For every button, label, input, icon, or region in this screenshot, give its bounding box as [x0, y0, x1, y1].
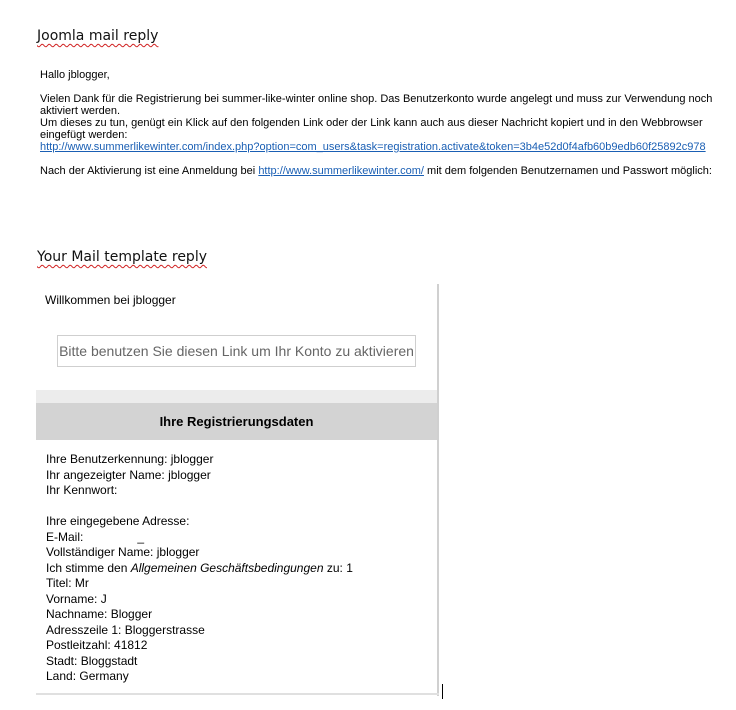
divider-strip: [36, 390, 437, 403]
display-name-line: Ihr angezeigter Name: jblogger: [46, 467, 211, 482]
last-name-line: Nachname: Blogger: [46, 607, 153, 621]
mail-line-2: aktiviert werden.: [40, 105, 121, 117]
registration-data-list: [46, 452, 353, 685]
postcode-line: Postleitzahl: 41812: [46, 638, 148, 652]
terms-suffix: zu: 1: [323, 560, 353, 575]
address1-line: Adresszeile 1: Bloggerstrasse: [46, 622, 205, 637]
full-name-line: Vollständiger Name: jblogger: [46, 545, 200, 559]
site-link[interactable]: http://www.summerlikewinter.com/: [258, 165, 424, 177]
text-cursor: [442, 684, 443, 699]
mail-line-1: Vielen Dank für die Registrierung bei summer-like-winter online shop. Das Benutzerkonto wurde angelegt und muss zur Verwendung noch: [40, 93, 713, 105]
country-line: Land: Germany: [46, 669, 129, 683]
terms-prefix: Ich stimme den: [46, 560, 131, 575]
template-greeting: Willkommen bei jblogger: [45, 293, 176, 307]
address-heading: Ihre eingegebene Adresse:: [46, 514, 190, 528]
email-label: E-Mail:: [46, 529, 84, 544]
city-line: Stadt: Bloggstadt: [46, 653, 138, 668]
registration-data-header: Ihre Registrierungsdaten: [36, 403, 437, 440]
title-line: Titel: Mr: [46, 576, 89, 590]
template-heading: Your Mail template reply: [37, 249, 207, 265]
after-prefix: Nach der Aktivierung ist eine Anmeldung bei: [40, 165, 259, 177]
activation-link[interactable]: http://www.summerlikewinter.com/index.php?option=com_users&task=registration.activate&token=3b4e52d0f4afb60b9edb60f25892c978: [40, 141, 706, 153]
terms-italic: Allgemeinen Geschäftsbedingungen: [130, 560, 324, 575]
username-line: Ihre Benutzerkennung: jblogger: [46, 452, 214, 466]
first-name-line: Vorname: J: [46, 591, 107, 606]
mail-line-4: eingefügt werden:: [40, 129, 128, 141]
mail-line-3: Um dieses zu tun, genügt ein Klick auf den folgenden Link oder der Link kann auch aus dieser Nachricht kopiert und in den Webbrowser: [40, 117, 703, 129]
email-line: [46, 530, 353, 546]
bottom-rule: [36, 693, 439, 695]
terms-line: [46, 561, 353, 577]
joomla-heading: Joomla mail reply: [37, 28, 159, 44]
after-suffix: mit dem folgenden Benutzernamen und Passwort möglich:: [423, 165, 712, 177]
email-mark: _: [137, 529, 145, 544]
password-line: Ihr Kennwort:: [46, 483, 118, 497]
activate-account-button[interactable]: Bitte benutzen Sie diesen Link um Ihr Konto zu aktivieren: [57, 335, 416, 367]
mail-after-activation: [40, 165, 720, 177]
mail-template-panel: [36, 284, 439, 696]
mail-greeting: Hallo jblogger,: [40, 69, 110, 81]
joomla-mail-body: [40, 69, 720, 177]
